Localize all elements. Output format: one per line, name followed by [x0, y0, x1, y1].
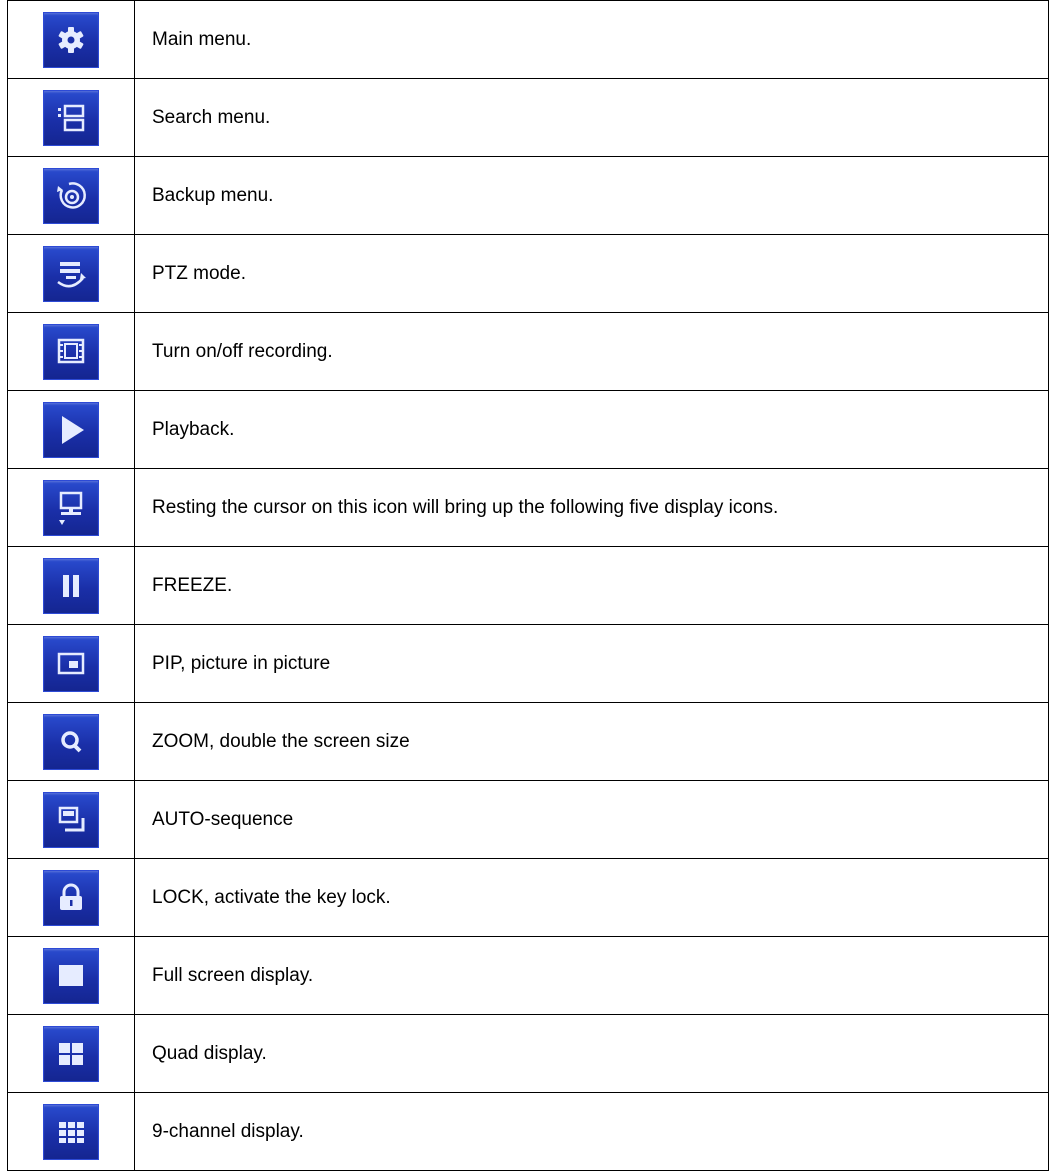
table-row: [8, 235, 1049, 313]
icon-cell: [8, 937, 135, 1015]
pip-icon: [43, 636, 99, 692]
icon-cell: [8, 625, 135, 703]
description-cell: PTZ mode.: [135, 235, 1049, 313]
table-row: [8, 469, 1049, 547]
nine-grid-icon: [43, 1104, 99, 1160]
icon-cell: [8, 313, 135, 391]
description-cell: Full screen display.: [135, 937, 1049, 1015]
table-row: [8, 1093, 1049, 1171]
icon-cell: [8, 469, 135, 547]
icon-legend-table: [7, 0, 1049, 1171]
icon-cell: [8, 859, 135, 937]
icon-cell: [8, 235, 135, 313]
description-cell: Backup menu.: [135, 157, 1049, 235]
full-screen-icon: [43, 948, 99, 1004]
table-row: [8, 625, 1049, 703]
table-row: [8, 391, 1049, 469]
monitor-icon: [43, 480, 99, 536]
table-row: [8, 79, 1049, 157]
table-row: [8, 937, 1049, 1015]
sequence-icon: [43, 792, 99, 848]
description-cell: Quad display.: [135, 1015, 1049, 1093]
table-row: [8, 781, 1049, 859]
magnifier-icon: [43, 714, 99, 770]
icon-cell: [8, 1015, 135, 1093]
icon-cell: [8, 391, 135, 469]
description-cell: Resting the cursor on this icon will bring up the following five display icons.: [135, 469, 1049, 547]
description-cell: LOCK, activate the key lock.: [135, 859, 1049, 937]
quad-icon: [43, 1026, 99, 1082]
list-icon: [43, 90, 99, 146]
icon-cell: [8, 547, 135, 625]
table-row: [8, 157, 1049, 235]
icon-cell: [8, 1093, 135, 1171]
table-row: [8, 313, 1049, 391]
table-row: [8, 703, 1049, 781]
description-cell: AUTO-sequence: [135, 781, 1049, 859]
description-cell: 9-channel display.: [135, 1093, 1049, 1171]
description-cell: Search menu.: [135, 79, 1049, 157]
ptz-camera-icon: [43, 246, 99, 302]
disc-icon: [43, 168, 99, 224]
description-cell: Playback.: [135, 391, 1049, 469]
description-cell: Main menu.: [135, 1, 1049, 79]
pause-icon: [43, 558, 99, 614]
description-cell: FREEZE.: [135, 547, 1049, 625]
icon-cell: [8, 79, 135, 157]
lock-icon: [43, 870, 99, 926]
icon-cell: [8, 781, 135, 859]
play-icon: [43, 402, 99, 458]
film-icon: [43, 324, 99, 380]
description-cell: ZOOM, double the screen size: [135, 703, 1049, 781]
table-row: [8, 1015, 1049, 1093]
description-cell: Turn on/off recording.: [135, 313, 1049, 391]
icon-cell: [8, 703, 135, 781]
table-row: [8, 547, 1049, 625]
description-cell: PIP, picture in picture: [135, 625, 1049, 703]
table-row: [8, 859, 1049, 937]
icon-cell: [8, 1, 135, 79]
icon-cell: [8, 157, 135, 235]
gear-icon: [43, 12, 99, 68]
table-row: [8, 1, 1049, 79]
